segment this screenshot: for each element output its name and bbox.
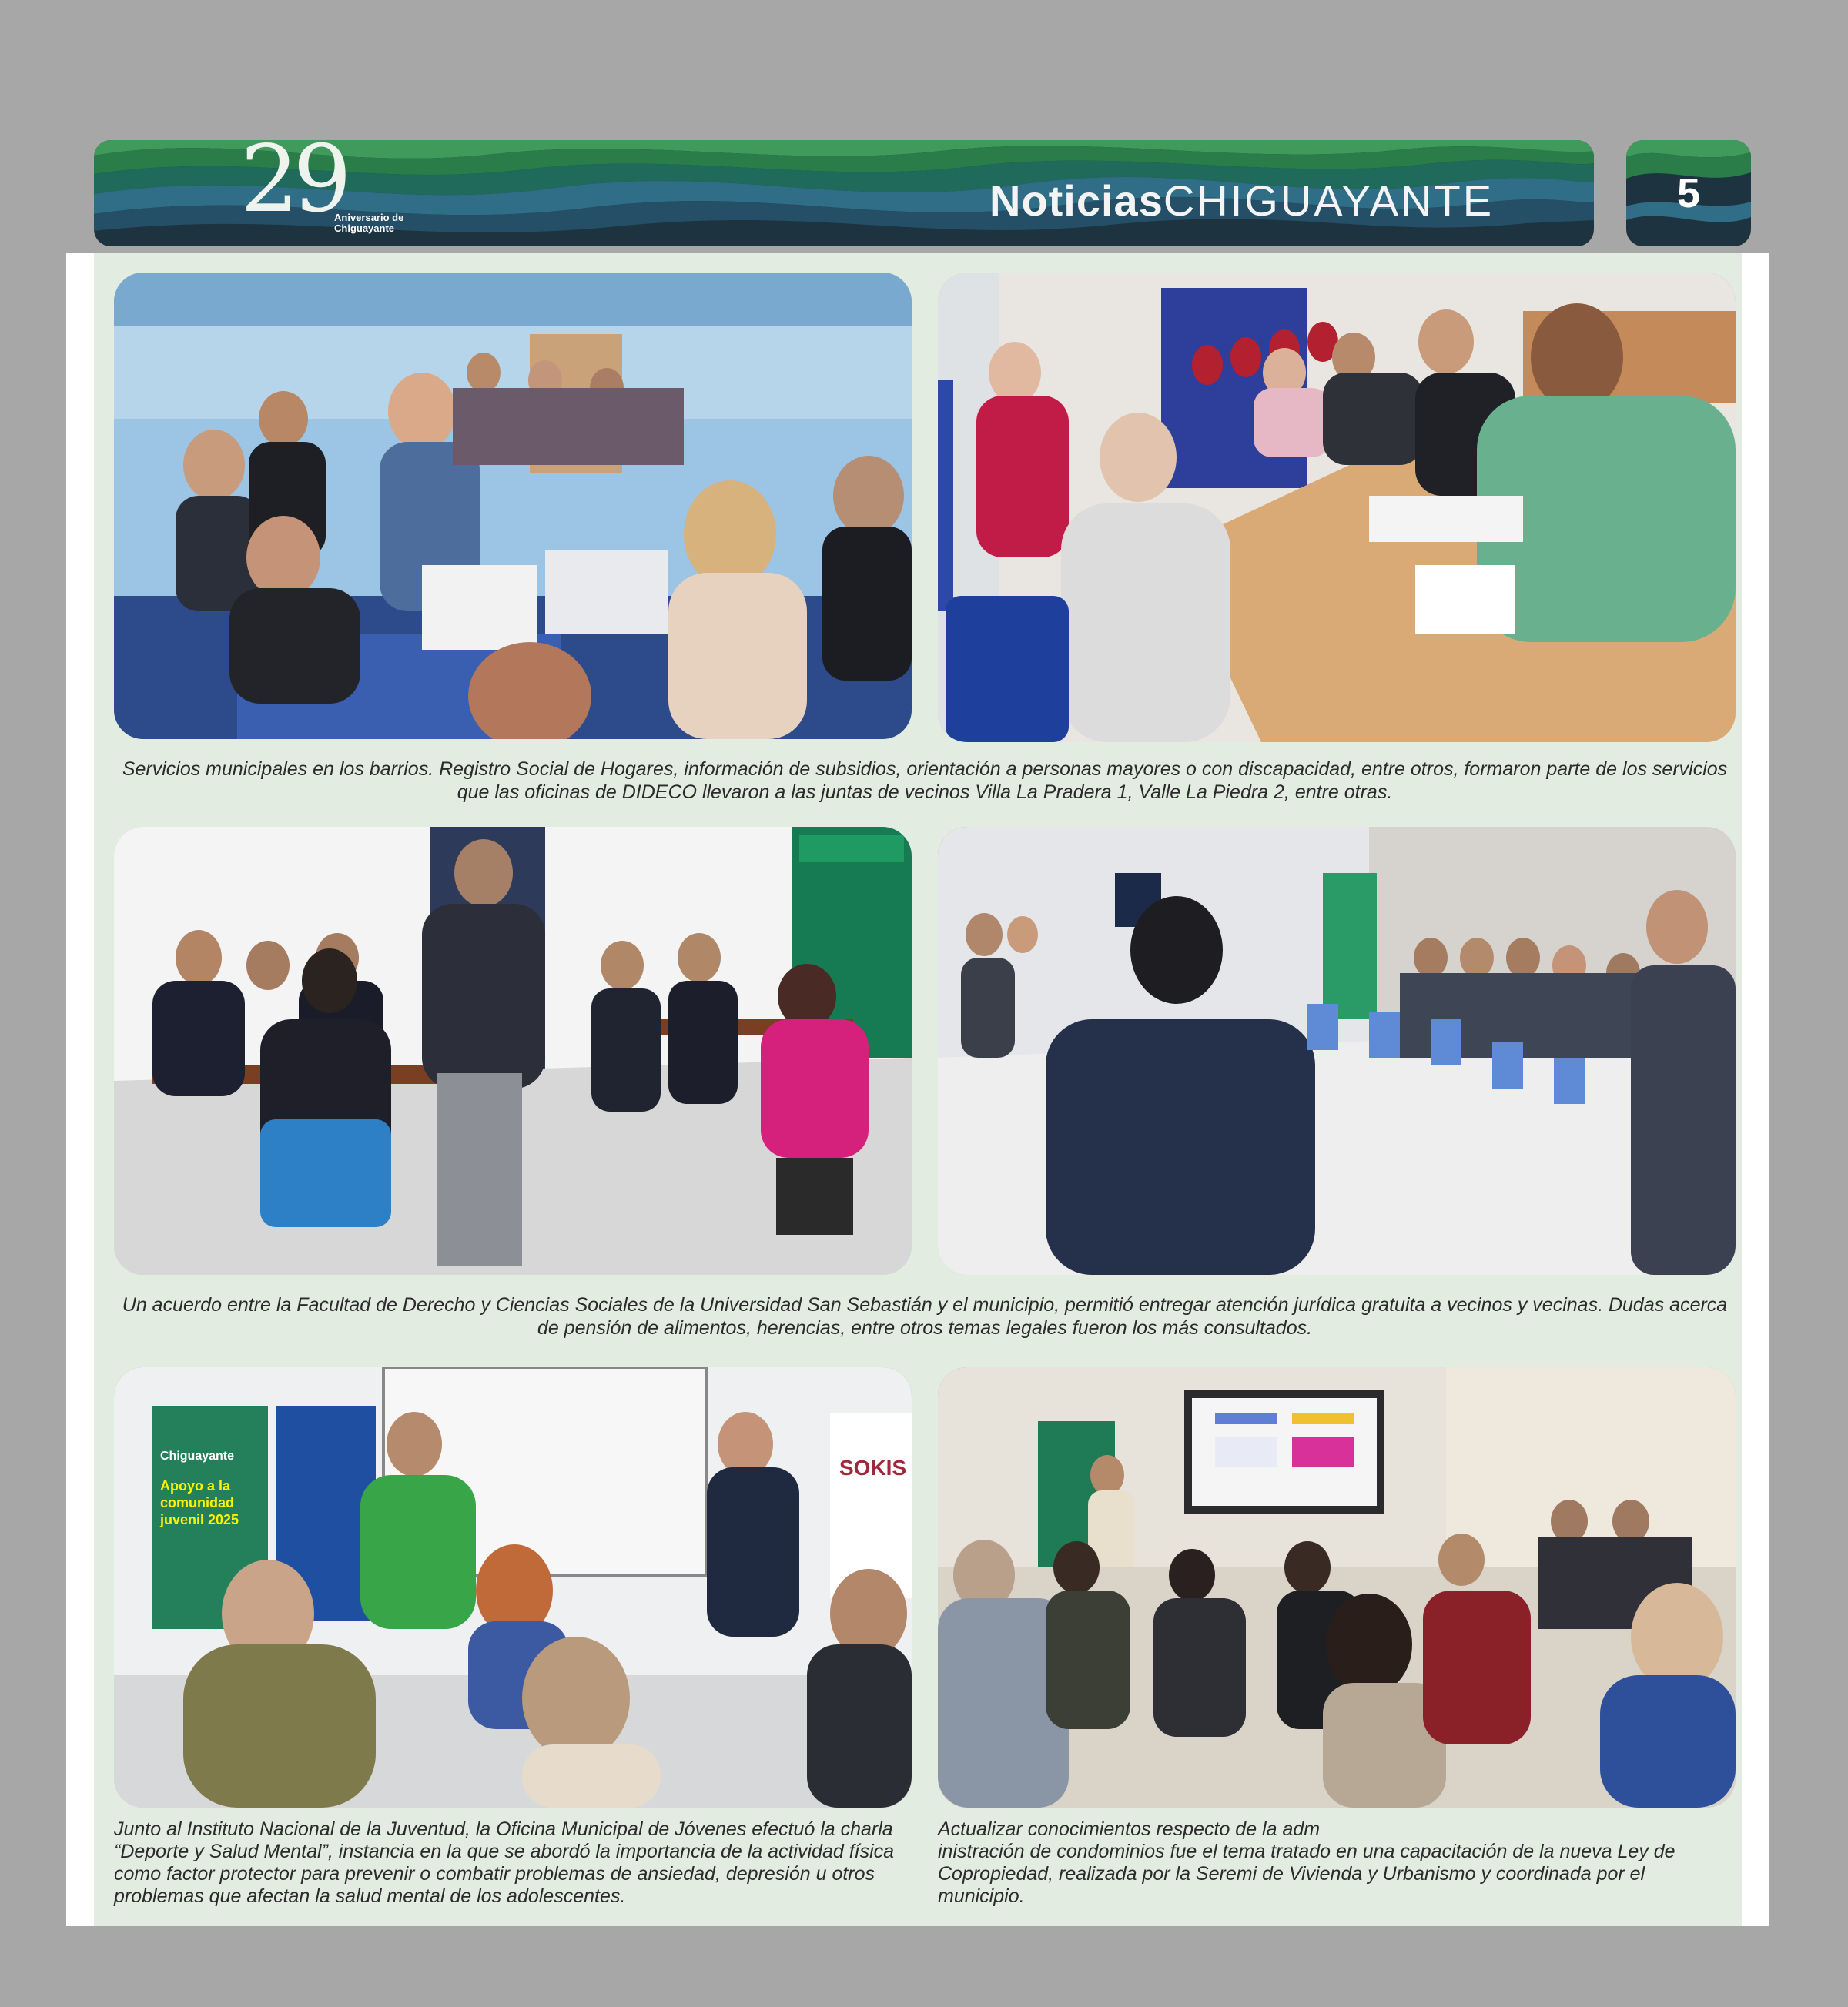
banner-sokis-text: SOKIS <box>839 1456 907 1480</box>
photo-table-attention <box>938 273 1736 742</box>
newspaper-brand <box>989 176 1494 229</box>
photo-services-crowd <box>114 273 912 739</box>
caption-row2: Un acuerdo entre la Facultad de Derecho y Ciencias Sociales de la Universidad San Sebastián y el municipio, permitió entregar atención jurídica gratuita a vecinos y vecinas. Dudas acerca de pensión de alimentos, herencias, entre otros temas legales fueron los más consultados. <box>122 1294 1728 1339</box>
caption-row3-right-line2: inistración de condominios fue el tema tratado en una capacitación de la nueva Ley de Copropiedad, realizada por la Seremi de Vivienda y Urbanismo y coordinada por el municipio. <box>938 1841 1676 1907</box>
banner-youth-line3: juvenil 2025 <box>160 1512 239 1527</box>
page-number: 5 <box>1676 170 1701 216</box>
photo-table-attention-image <box>938 273 1736 742</box>
banner-youth-line2: comunidad <box>160 1495 235 1510</box>
photo-youth-talk-image <box>114 1367 912 1808</box>
photo-legal-attention <box>114 827 912 1275</box>
brand-light: CHIGUAYANTE <box>1163 176 1495 225</box>
photo-condo-training <box>938 1367 1736 1808</box>
caption-row3-right-line1: Actualizar conocimientos respecto de la adm <box>938 1818 1321 1840</box>
photo-meeting-room-image <box>938 827 1736 1275</box>
photo-meeting-room <box>938 827 1736 1275</box>
photo-services-crowd-image <box>114 273 912 739</box>
anniversary-label: Aniversario de Chiguayante <box>334 212 404 234</box>
content-panel <box>66 253 1769 1926</box>
banner-youth-line1: Apoyo a la <box>160 1478 231 1494</box>
caption-row3-right <box>938 1818 1736 1908</box>
brand-bold: Noticias <box>989 176 1163 225</box>
photo-legal-attention-image <box>114 827 912 1275</box>
photo-condo-training-image <box>938 1367 1736 1808</box>
caption-row1: Servicios municipales en los barrios. Registro Social de Hogares, información de subsidios, orientación a personas mayores o con discapacidad, entre otros, formaron parte de los servicios que las oficinas de DIDECO llevaron a las juntas de vecinos Villa La Pradera 1, Valle La Piedra 2, entre otras. <box>122 758 1728 803</box>
anniversary-logo <box>240 126 440 246</box>
anniversary-number: 29 <box>240 126 346 233</box>
page-number-box <box>1626 140 1751 246</box>
photo-youth-talk <box>114 1367 912 1808</box>
banner-brand-text: Chiguayante <box>160 1450 235 1463</box>
caption-row3-left: Junto al Instituto Nacional de la Juventud, la Oficina Municipal de Jóvenes efectuó la charla “Deporte y Salud Mental”, instancia en la que se abordó la importancia de la actividad física como factor protector para prevenir o combatir problemas de ansiedad, depresión u otros problemas que afectan la salud mental de los adolescentes. <box>114 1818 895 1907</box>
